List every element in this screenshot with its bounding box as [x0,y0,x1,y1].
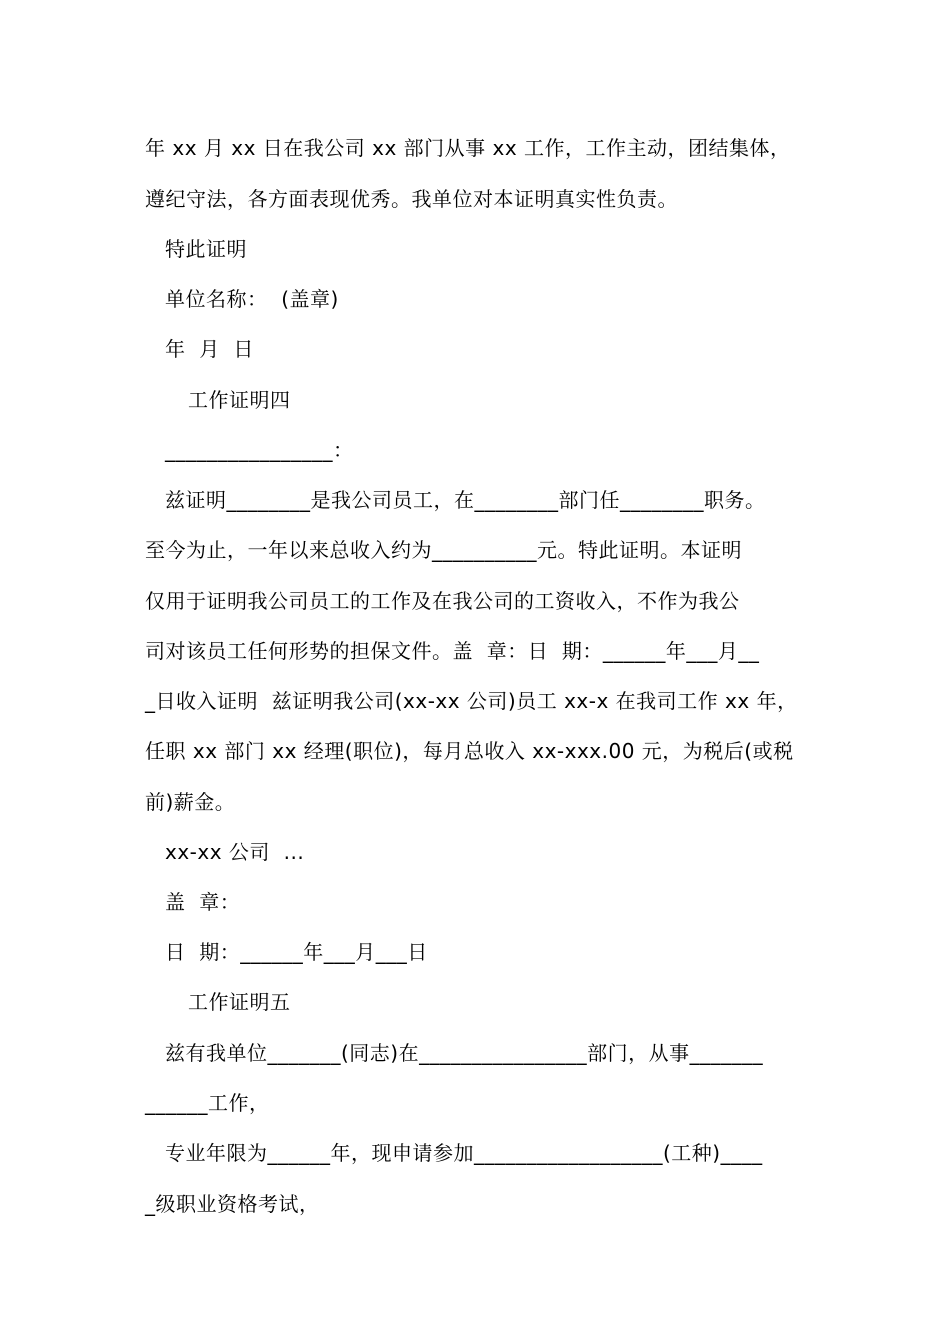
text-line: 遵纪守法，各方面表现优秀。我单位对本证明真实性负责。 [145,187,678,211]
text-line: 至今为止，一年以来总收入约为__________元。特此证明。本证明 [145,538,742,562]
text-line: 司对该员工任何形势的担保文件。盖 章：日 期：______年___月__ [145,639,760,663]
section-heading: 工作证明五 [188,990,291,1014]
text-line: 专业年限为______年，现申请参加__________________(工种)____ [165,1141,763,1165]
text-line: _日收入证明 兹证明我公司(xx-xx 公司)员工 xx-x 在我司工作 xx 年， [145,689,798,713]
section-heading: 工作证明四 [188,388,291,412]
text-line: ______工作， [145,1091,270,1115]
text-line: _级职业资格考试， [145,1192,320,1216]
text-line: 年 月 日 [165,337,254,361]
text-line: 盖 章： [165,890,241,914]
text-line: 前)薪金。 [145,790,236,814]
text-line: 特此证明 [165,237,247,261]
text-line: ________________： [165,438,354,462]
text-line: 兹有我单位_______(同志)在________________部门，从事_______ [165,1041,764,1065]
text-line: 兹证明________是我公司员工，在________部门任________职务。 [165,488,766,512]
text-line: 仅用于证明我公司员工的工作及在我公司的工资收入，不作为我公 [145,589,740,613]
text-line: 年 xx 月 xx 日在我公司 xx 部门从事 xx 工作，工作主动，团结集体， [145,136,791,160]
text-line: 单位名称： (盖章) [165,287,339,311]
text-line: xx-xx 公司 ... [165,840,305,864]
text-line: 任职 xx 部门 xx 经理(职位)，每月总收入 xx-xxx.00 元，为税后(或税 [145,739,794,763]
text-line: 日 期：______年___月___日 [165,940,428,964]
